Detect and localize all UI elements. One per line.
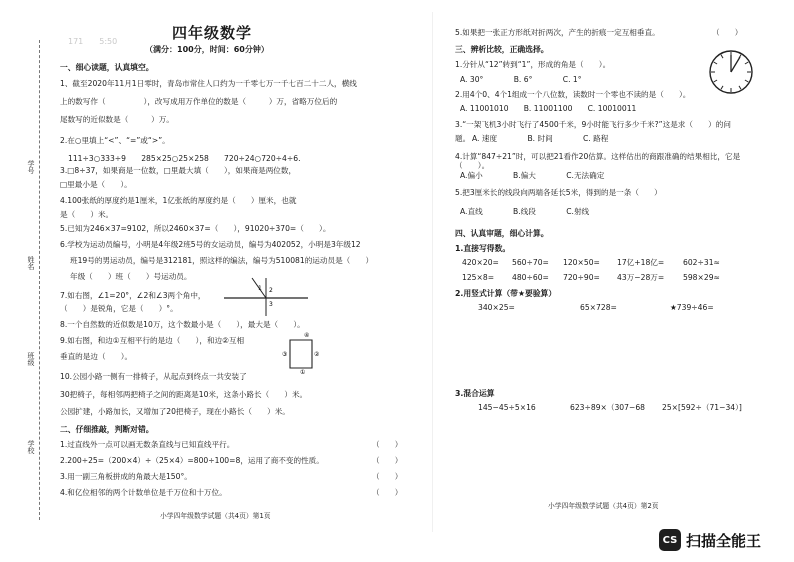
choice-3-options: A. 速度 B. 时间 C. 路程	[472, 134, 609, 143]
direct-r1-c5: 602÷31≈	[683, 258, 720, 267]
direct-calc-heading: 1.直接写得数。	[455, 244, 511, 253]
vertical-calc-3: ★739÷46=	[670, 303, 714, 312]
q3-line2: □里最小是（ ）。	[60, 180, 132, 189]
judge-4: 4.和亿位相邻的两个计数单位是千万位和十万位。	[60, 488, 227, 497]
q1-line3: 尾数写的近似数是（ ）万。	[60, 115, 174, 124]
judge-3: 3.用一副三角板拼成的角最大是150°。	[60, 472, 192, 481]
binding-line	[39, 40, 40, 520]
vertical-calc-2: 65×728=	[580, 303, 617, 312]
mixed-calc-heading: 3.混合运算	[455, 389, 495, 398]
judge-1: 1.过直线外一点可以画无数条直线与已知直线平行。	[60, 440, 235, 449]
q10-line3: 公园扩建，小路加长，又增加了20把椅子，现在小路长（ ）米。	[60, 407, 290, 416]
judge-2: 2.200÷25=（200×4）÷（25×4）=800÷100=8，运用了商不变的性质。	[60, 456, 324, 465]
choice-5-question: 5.把3厘米长的线段向两端各延长5米，得到的是一条（ ）	[455, 188, 662, 197]
q1-line1: 1、截至2020年11月1日零时，青岛市常住人口约为一千零七万一千七百二十二人，横线	[60, 79, 357, 88]
choice-3-question-end: 题。	[455, 134, 471, 143]
direct-r2-c3: 720÷90=	[563, 273, 600, 282]
q10-line1: 10.公园小路一侧有一排椅子，从起点到终点一共安装了	[60, 372, 247, 381]
choice-5-options: A.直线 B.线段 C.射线	[460, 207, 590, 216]
q5-line: 5.已知为246×37=9102，所以2460×37=（ ），91020÷370=（ ）。	[60, 224, 331, 233]
q10-line2: 30把椅子，每相邻两把椅子之间的距离是10米，这条小路长（ ）米。	[60, 390, 308, 399]
q9-line2: 垂直的是边（ ）。	[60, 352, 133, 361]
q6-line1: 6.学校为运动员编号，小明是4年级2班5号的女运动员，编号为402052，小明是3年级12	[60, 240, 361, 249]
trapezoid-figure	[280, 328, 330, 374]
q8-line: 8.一个自然数的近似数是10万，这个数最小是（ ），最大是（ ）。	[60, 320, 305, 329]
angle-3-label: 3	[269, 301, 273, 308]
section-4-heading: 四、认真审题，细心计算。	[455, 229, 549, 238]
vertical-calc-1: 340×25=	[478, 303, 515, 312]
angle-2-label: 2	[269, 287, 273, 294]
left-footer: 小学四年级数学试题（共4页）第1页	[160, 512, 271, 520]
choice-4-options: A.偏小 B.偏大 C.无法确定	[460, 171, 605, 180]
q2-line1: 2.在○里填上“<”、“=”或“>”。	[60, 136, 170, 145]
direct-r1-c3: 120×50=	[563, 258, 600, 267]
side-3-label: ③	[282, 351, 288, 358]
direct-r1-c2: 560÷70=	[512, 258, 549, 267]
bleed-through-text: 171 5:50	[68, 37, 118, 46]
side-2-label: ②	[314, 351, 320, 358]
side-1-label: ①	[300, 369, 306, 374]
choice-4-question: 4.计算“847÷21”时，可以把21看作20估算。这样估出的商跟准确的结果相比，它是（ ）。	[455, 152, 741, 170]
scanner-watermark	[659, 527, 789, 553]
mixed-calc-2: 623÷89×（307−68	[570, 403, 645, 412]
side-label-number: 学号	[27, 160, 35, 174]
q4-line2: 是（ ）米。	[60, 210, 114, 219]
vertical-calc-heading: 2.用竖式计算（带★要验算）	[455, 289, 557, 298]
q7-line2: （ ）是锐角，它是（ ）°。	[60, 304, 178, 313]
q6-line3: 年级（ ）班（ ）号运动员。	[70, 272, 192, 281]
direct-r1-c1: 420×20=	[462, 258, 499, 267]
mixed-calc-3: 25×[592÷（71−34）]	[662, 403, 742, 412]
section-3-heading: 三、辨析比较，正确选择。	[455, 45, 549, 54]
direct-r2-c1: 125×8=	[462, 273, 495, 282]
direct-r2-c2: 480÷60=	[512, 273, 549, 282]
choice-2-options: A. 11001010 B. 11001100 C. 10010011	[460, 104, 637, 113]
side-label-class: 班级	[27, 352, 35, 366]
section-2-heading: 二、仔细推敲，判断对错。	[60, 425, 154, 434]
watermark-text: 扫描全能王	[686, 531, 762, 550]
q9-line1: 9.如右图，和边①互相平行的是边（ ），和边②互相	[60, 336, 245, 345]
q3-line1: 3.□8÷37，如果商是一位数，□里最大填（ ），如果商是两位数，	[60, 166, 297, 175]
judge-5-mark: （ ）	[712, 28, 743, 37]
judge-4-mark: （ ）	[372, 488, 403, 497]
direct-r2-c5: 598×29≈	[683, 273, 720, 282]
page-fold	[432, 12, 433, 532]
choice-3-question: 3.“一架飞机3小时飞行了4500千米，9小时能飞行多少千米?”这是求（ ）的问	[455, 120, 731, 129]
q2-line2: 111÷3○333÷9 285×25○25×258 720÷24○720÷4÷6.	[68, 154, 301, 163]
choice-1-options: A. 30° B. 6° C. 1°	[460, 75, 582, 84]
q1-line2: 上的数写作（ ），改写成用万作单位的数是（ ）万，省略万位后的	[60, 97, 338, 106]
judge-1-mark: （ ）	[372, 440, 403, 449]
q4-line1: 4.100张纸的厚度约是1厘米，1亿张纸的厚度约是（ ）厘米，也就	[60, 196, 297, 205]
page-title: 四年级数学	[172, 24, 253, 42]
angle-figure	[222, 276, 312, 320]
q7-line1: 7.如右图，∠1=20°，∠2和∠3两个角中，	[60, 291, 206, 300]
q6-line2: 班19号的男运动员，编号是312181，照这样的编法，编号为510081的运动员是（ ）	[70, 256, 374, 265]
judge-3-mark: （ ）	[372, 472, 403, 481]
mixed-calc-1: 145−45÷5×16	[478, 403, 536, 412]
choice-2-question: 2.用4个0、4个1组成一个八位数，读数时一个零也不读的是（ ）。	[455, 90, 691, 99]
right-footer: 小学四年级数学试题（共4页）第2页	[548, 502, 659, 510]
choice-1-question: 1.分针从“12”转到“1”，形成的角是（ ）。	[455, 60, 611, 69]
side-4-label: ④	[304, 332, 310, 339]
direct-r2-c4: 43万−28万=	[617, 273, 665, 282]
side-label-name: 姓名	[27, 256, 35, 270]
judge-2-mark: （ ）	[372, 456, 403, 465]
direct-r1-c4: 17亿+18亿=	[617, 258, 665, 267]
angle-1-label: 1	[258, 285, 262, 292]
section-1-heading: 一、细心读题，认真填空。	[60, 63, 154, 72]
clock-icon	[707, 48, 755, 96]
exam-meta: （满分：100分，时间：60分钟）	[145, 45, 269, 54]
camscanner-logo-icon: CS	[659, 529, 681, 551]
side-label-school: 学校	[27, 440, 35, 454]
judge-5: 5.如果把一张正方形纸对折两次，产生的折痕一定互相垂直。	[455, 28, 660, 37]
